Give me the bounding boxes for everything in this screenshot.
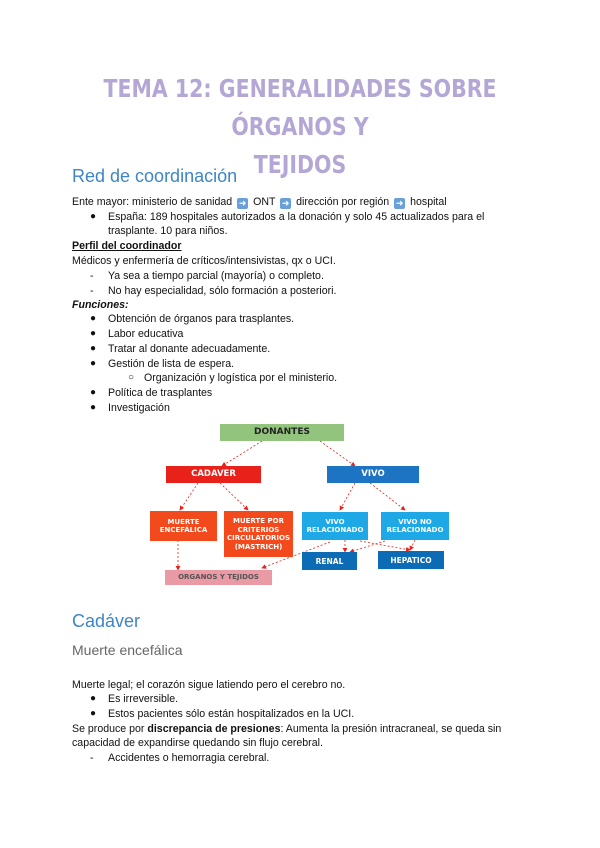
funciones-item: Obtención de órganos para trasplantes. <box>108 313 295 325</box>
diagram-box-hepatico <box>378 551 444 569</box>
diagram-box-cadaver <box>166 466 261 483</box>
bullet-dot-icon: ● <box>90 387 97 398</box>
box-label: RELACIONADO <box>386 526 444 534</box>
diagram-box-renal <box>302 552 357 570</box>
bullet-dot-icon: ● <box>90 693 97 704</box>
bullet-dot-icon: ● <box>90 708 97 719</box>
box-label: CADAVER <box>191 469 236 479</box>
funciones-subitem: Organización y logística por el ministerio. <box>144 372 338 384</box>
cadaver-item: Es irreversible. <box>108 693 179 705</box>
p2-text-c: : Aumenta la presión intracraneal, se queda sin <box>280 723 502 735</box>
cadaver-item: Estos pacientes sólo están hospitalizados en la UCI. <box>108 708 355 720</box>
box-label: ENCEFÁLICA <box>159 526 208 534</box>
connector-line <box>220 483 248 510</box>
diagram-box-muerte-encefalica <box>150 511 217 541</box>
bullet-dot-icon: ● <box>90 328 97 339</box>
cadaver-paragraph-2 <box>72 722 501 736</box>
bullet-dot-icon: ● <box>90 313 97 324</box>
perfil-text: Médicos y enfermería de críticos/intensivistas, qx o UCI. <box>72 255 336 267</box>
bullet-circle-icon: ○ <box>128 372 135 383</box>
funciones-item: Labor educativa <box>108 328 184 340</box>
connector-line <box>340 483 355 510</box>
cadaver-dash-item: Accidentes o hemorragia cerebral. <box>108 752 270 764</box>
connector-line <box>180 483 198 510</box>
box-label: (MASTRICH) <box>234 542 283 551</box>
section-heading-cadaver: Cadáver <box>72 611 141 631</box>
ente-text-c: dirección por región <box>296 196 390 208</box>
diagram-box-vivo-no-relacionado <box>381 512 449 540</box>
funciones-item: Investigación <box>108 402 170 414</box>
box-label: VIVO <box>361 469 385 479</box>
ente-text-d: hospital <box>410 196 447 208</box>
box-label: RENAL <box>315 556 344 566</box>
box-label: CRITERIOS <box>237 525 280 534</box>
arrow-right-icon: ➜ <box>238 198 247 208</box>
perfil-item: Ya sea a tiempo parcial (mayoría) o completo. <box>108 270 324 282</box>
ente-text-a: Ente mayor: ministerio de sanidad <box>72 196 233 208</box>
box-label: CIRCULATORIOS <box>227 534 290 542</box>
box-label: VIVO NO <box>398 517 432 526</box>
arrow-right-icon: ➜ <box>395 198 404 208</box>
box-label: MUERTE <box>167 518 200 526</box>
cadaver-paragraph-1: Muerte legal; el corazón sigue latiendo pero el cerebro no. <box>72 679 346 691</box>
connector-line <box>320 441 355 466</box>
perfil-heading: Perfil del coordinador <box>72 240 182 252</box>
espana-line-1: España: 189 hospitales autorizados a la donación y solo 45 actualizados para el <box>108 211 485 223</box>
diagram-box-vivo-relacionado <box>302 512 368 540</box>
diagram-box-donantes <box>220 424 344 441</box>
box-label: MUERTE POR <box>233 517 284 525</box>
cadaver-paragraph-2-cont: capacidad de expandirse quedando sin flujo cerebral. <box>72 737 323 749</box>
arrow-right-icon: ➜ <box>281 198 290 208</box>
page-title-line-1: TEMA 12: GENERALIDADES SOBRE ÓRGANOS Y <box>103 74 497 141</box>
dash-icon: - <box>90 270 94 282</box>
p2-text-a: Se produce por <box>72 723 148 735</box>
box-label: VIVO <box>325 517 345 526</box>
page-title-line-2: TEJIDOS <box>253 150 347 179</box>
subheading-muerte-encefalica: Muerte encefálica <box>72 642 183 658</box>
dash-icon: - <box>90 752 94 764</box>
section-heading-red-coordinacion: Red de coordinación <box>72 166 238 186</box>
p2-text-bold: discrepancia de presiones <box>147 723 281 735</box>
connector-line <box>222 441 262 466</box>
bullet-dot-icon: ● <box>90 211 97 222</box>
ente-text-b: ONT <box>253 196 276 208</box>
connector-line <box>410 540 415 550</box>
funciones-item: Tratar al donante adecuadamente. <box>108 343 271 355</box>
funciones-item: Política de trasplantes <box>108 387 213 399</box>
diagram-box-muerte-criterios <box>224 511 293 557</box>
bullet-dot-icon: ● <box>90 358 97 369</box>
funciones-item: Gestión de lista de espera. <box>108 358 235 370</box>
connector-line <box>370 483 405 510</box>
dash-icon: - <box>90 285 94 297</box>
box-label: ORGANOS Y TEJIDOS <box>178 573 259 581</box>
bullet-dot-icon: ● <box>90 343 97 354</box>
box-label: RELACIONADO <box>306 526 364 534</box>
box-label: DONANTES <box>254 427 310 437</box>
funciones-heading: Funciones: <box>72 299 129 311</box>
connector-line <box>360 541 410 550</box>
espana-line-2: trasplante. 10 para niños. <box>108 225 228 237</box>
perfil-item: No hay especialidad, sólo formación a posteriori. <box>108 285 337 297</box>
diagram-box-vivo <box>327 466 419 483</box>
bullet-dot-icon: ● <box>90 402 97 413</box>
box-label: HEPATICO <box>390 555 432 565</box>
diagram-box-organos-tejidos <box>165 570 272 585</box>
